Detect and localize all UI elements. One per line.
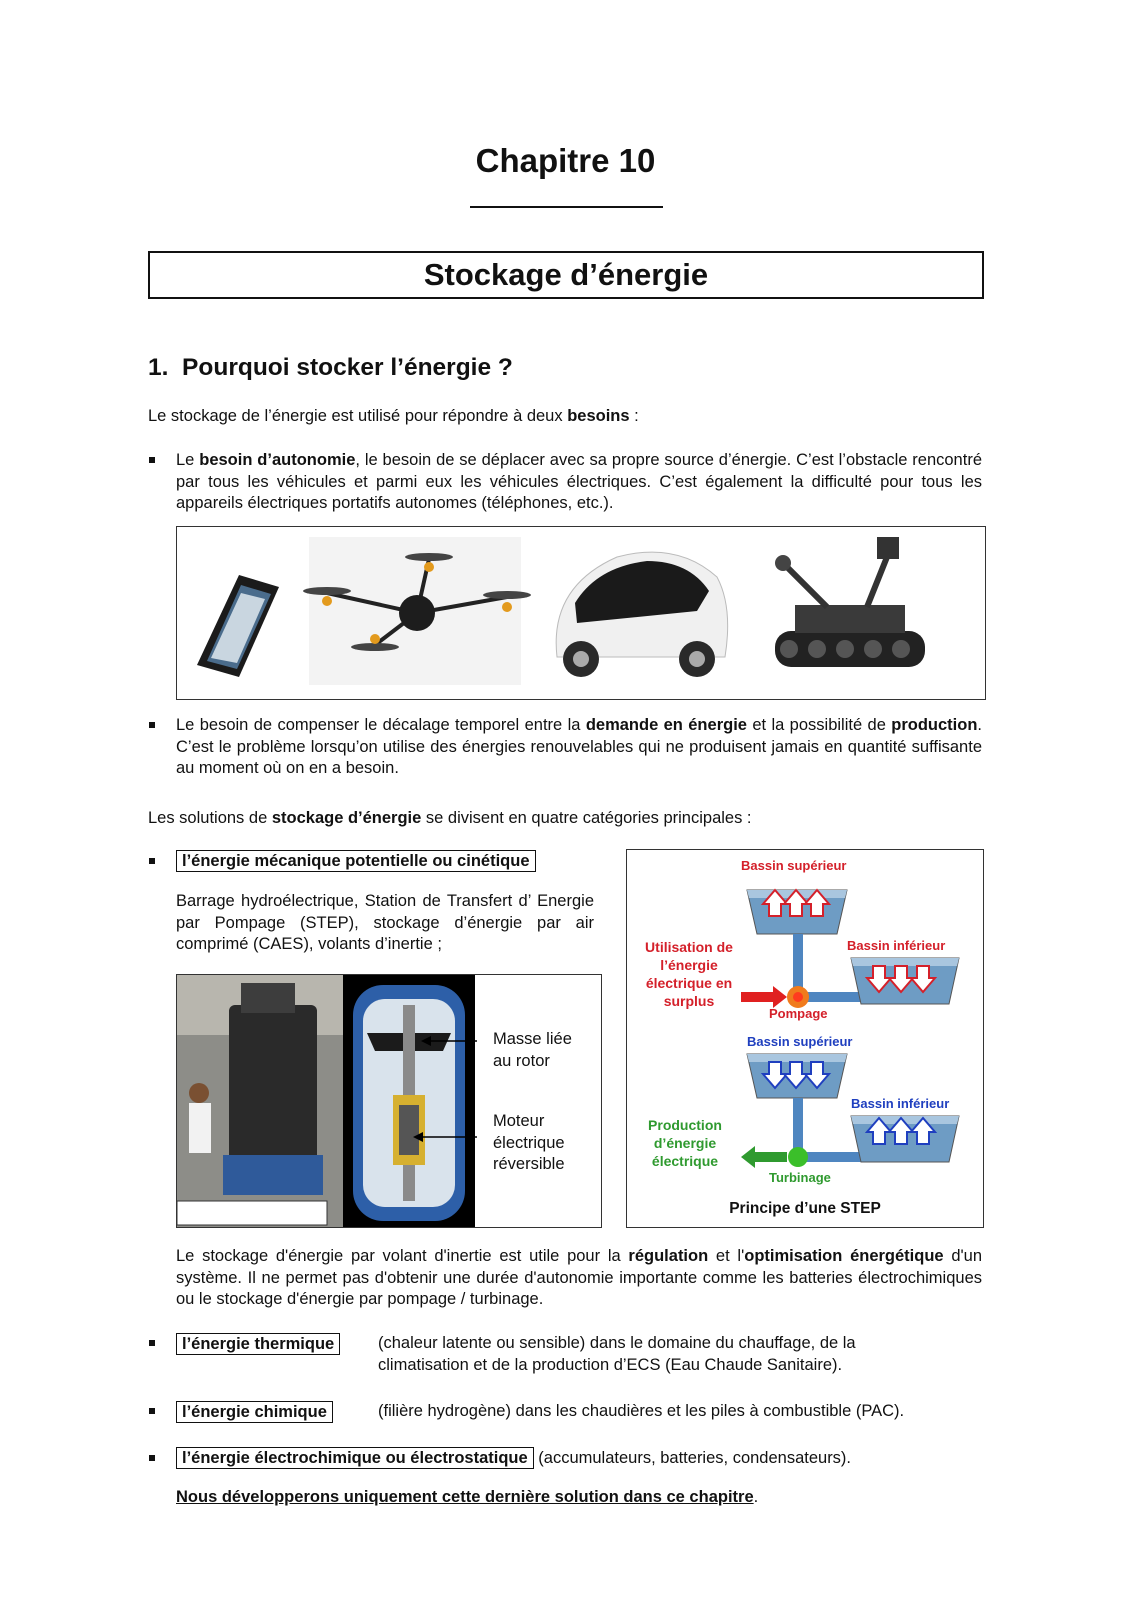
bullet bbox=[149, 722, 155, 728]
step-pompage: Pompage bbox=[769, 1006, 828, 1021]
volant-bold2: optimisation énergétique bbox=[744, 1247, 944, 1265]
intro-text: Le stockage de l’énergie est utilisé pour répondre à deux bbox=[148, 407, 568, 425]
bullet bbox=[149, 1455, 155, 1461]
flywheel-figure bbox=[176, 974, 602, 1228]
solutions-pre: Les solutions de bbox=[148, 809, 272, 827]
besoin1-bold: besoin d’autonomie bbox=[199, 451, 356, 469]
besoin-compensation bbox=[176, 715, 982, 780]
step-production: Production d’énergie électrique bbox=[648, 1117, 722, 1169]
cat-electrochimique bbox=[176, 1447, 851, 1470]
besoin2-mid: et la possibilité de bbox=[746, 716, 892, 734]
flywheel-illustration bbox=[177, 975, 601, 1227]
label-masse: Masse liée au rotor bbox=[493, 1030, 572, 1070]
solutions-bold: stockage d’énergie bbox=[271, 809, 422, 827]
besoin1-post: , le besoin de se déplacer avec sa propre source d’énergie. C’est l’obstacle rencontré par tous les véhicules et parmi eux les véhicules électriques. C’est également la difficulté pour tous les appareils électriques portatifs autonomes (téléphones, etc.). bbox=[176, 451, 982, 512]
drone-image bbox=[303, 537, 531, 685]
cat-electrochimique-label: l’énergie électrochimique ou électrostatique bbox=[176, 1447, 534, 1469]
devices-illustration bbox=[177, 527, 985, 699]
intro-paragraph bbox=[148, 406, 639, 428]
autonomous-devices-figure bbox=[176, 526, 986, 700]
arrows-down-1 bbox=[867, 966, 935, 992]
conclusion-text: Nous développerons uniquement cette dernière solution dans ce chapitre bbox=[176, 1488, 754, 1506]
besoin2-post: . C’est le problème lorsqu’on utilise des énergies renouvelables qui ne produisent jamais en quantité suffisante au moment où on en a besoin. bbox=[176, 716, 982, 777]
cat-mecanique-desc: Barrage hydroélectrique, Station de Transfert d’ Energie par Pompage (STEP), stockage d’énergie par air comprimé (CAES), volants d’inertie ; bbox=[176, 892, 594, 953]
conclusion bbox=[176, 1487, 758, 1509]
title-box bbox=[148, 251, 984, 299]
arrows-down-2 bbox=[763, 1062, 829, 1088]
conclusion-end: . bbox=[753, 1488, 759, 1506]
besoin2-pre: Le besoin de compenser le décalage temporel entre la bbox=[176, 716, 586, 734]
chapter-underline bbox=[470, 206, 663, 208]
electric-car-image bbox=[556, 552, 728, 677]
cat-thermique-desc: (chaleur latente ou sensible) dans le domaine du chauffage, de la climatisation et de la production d’ECS (Eau Chaude Sanitaire). bbox=[378, 1334, 856, 1374]
step-bassin-inf-1: Bassin inférieur bbox=[847, 938, 946, 953]
section-heading: 1. Pourquoi stocker l’énergie ? bbox=[148, 354, 513, 381]
label-moteur: Moteur électrique réversible bbox=[493, 1112, 565, 1173]
bullet bbox=[149, 858, 155, 864]
volant-paragraph bbox=[176, 1246, 982, 1311]
besoin2-bold1: demande en énergie bbox=[585, 716, 747, 734]
bullet bbox=[149, 1340, 155, 1346]
solutions-paragraph bbox=[148, 808, 752, 830]
solutions-post: se divisent en quatre catégories principales : bbox=[421, 809, 752, 827]
bullet bbox=[149, 1408, 155, 1414]
flywheel-cutaway bbox=[343, 975, 475, 1227]
cat-chimique bbox=[176, 1401, 333, 1424]
volant-post: d'un système. Il ne permet pas d'obtenir une durée d'autonomie importante comme les batteries électrochimiques ou le stockage d'énergie par pompage / turbinage. bbox=[176, 1247, 983, 1308]
arrows-up-2 bbox=[867, 1118, 935, 1144]
volant-mid: et l' bbox=[708, 1247, 745, 1265]
cat-electrochimique-desc: (accumulateurs, batteries, condensateurs). bbox=[538, 1449, 852, 1467]
chapter-title: Chapitre 10 bbox=[475, 142, 656, 179]
bullet bbox=[149, 457, 155, 463]
cat-mecanique bbox=[176, 850, 536, 873]
page-title: Stockage d’énergie bbox=[423, 257, 709, 292]
step-utilisation: Utilisation de l’énergie électrique en surplus bbox=[645, 939, 733, 1009]
besoin-autonomie bbox=[176, 450, 982, 515]
cat-thermique bbox=[176, 1333, 340, 1356]
intro-end: : bbox=[629, 407, 639, 425]
step-turbinage: Turbinage bbox=[769, 1170, 831, 1185]
step-caption: Principe d’une STEP bbox=[729, 1200, 881, 1217]
cat-thermique-label: l’énergie thermique bbox=[176, 1333, 340, 1355]
intro-bold: besoins bbox=[567, 407, 630, 425]
arrows-up-1 bbox=[763, 890, 829, 916]
volant-bold1: régulation bbox=[628, 1247, 709, 1265]
volant-pre: Le stockage d'énergie par volant d'inertie est utile pour la bbox=[176, 1247, 629, 1265]
step-bassin-sup-1: Bassin supérieur bbox=[741, 858, 847, 873]
flywheel-photo bbox=[177, 975, 343, 1227]
cat-chimique-desc: (filière hydrogène) dans les chaudières et les piles à combustible (PAC). bbox=[378, 1402, 905, 1420]
besoin2-bold2: production bbox=[891, 716, 978, 734]
step-bassin-inf-2: Bassin inférieur bbox=[851, 1096, 950, 1111]
smartphone-image bbox=[197, 575, 279, 677]
robot-image bbox=[775, 537, 925, 667]
cat-chimique-label: l’énergie chimique bbox=[176, 1401, 333, 1423]
step-figure bbox=[626, 849, 984, 1228]
besoin1-pre: Le bbox=[176, 451, 200, 469]
cat-mecanique-label: l’énergie mécanique potentielle ou cinétique bbox=[176, 850, 536, 872]
step-bassin-sup-2: Bassin supérieur bbox=[747, 1034, 853, 1049]
